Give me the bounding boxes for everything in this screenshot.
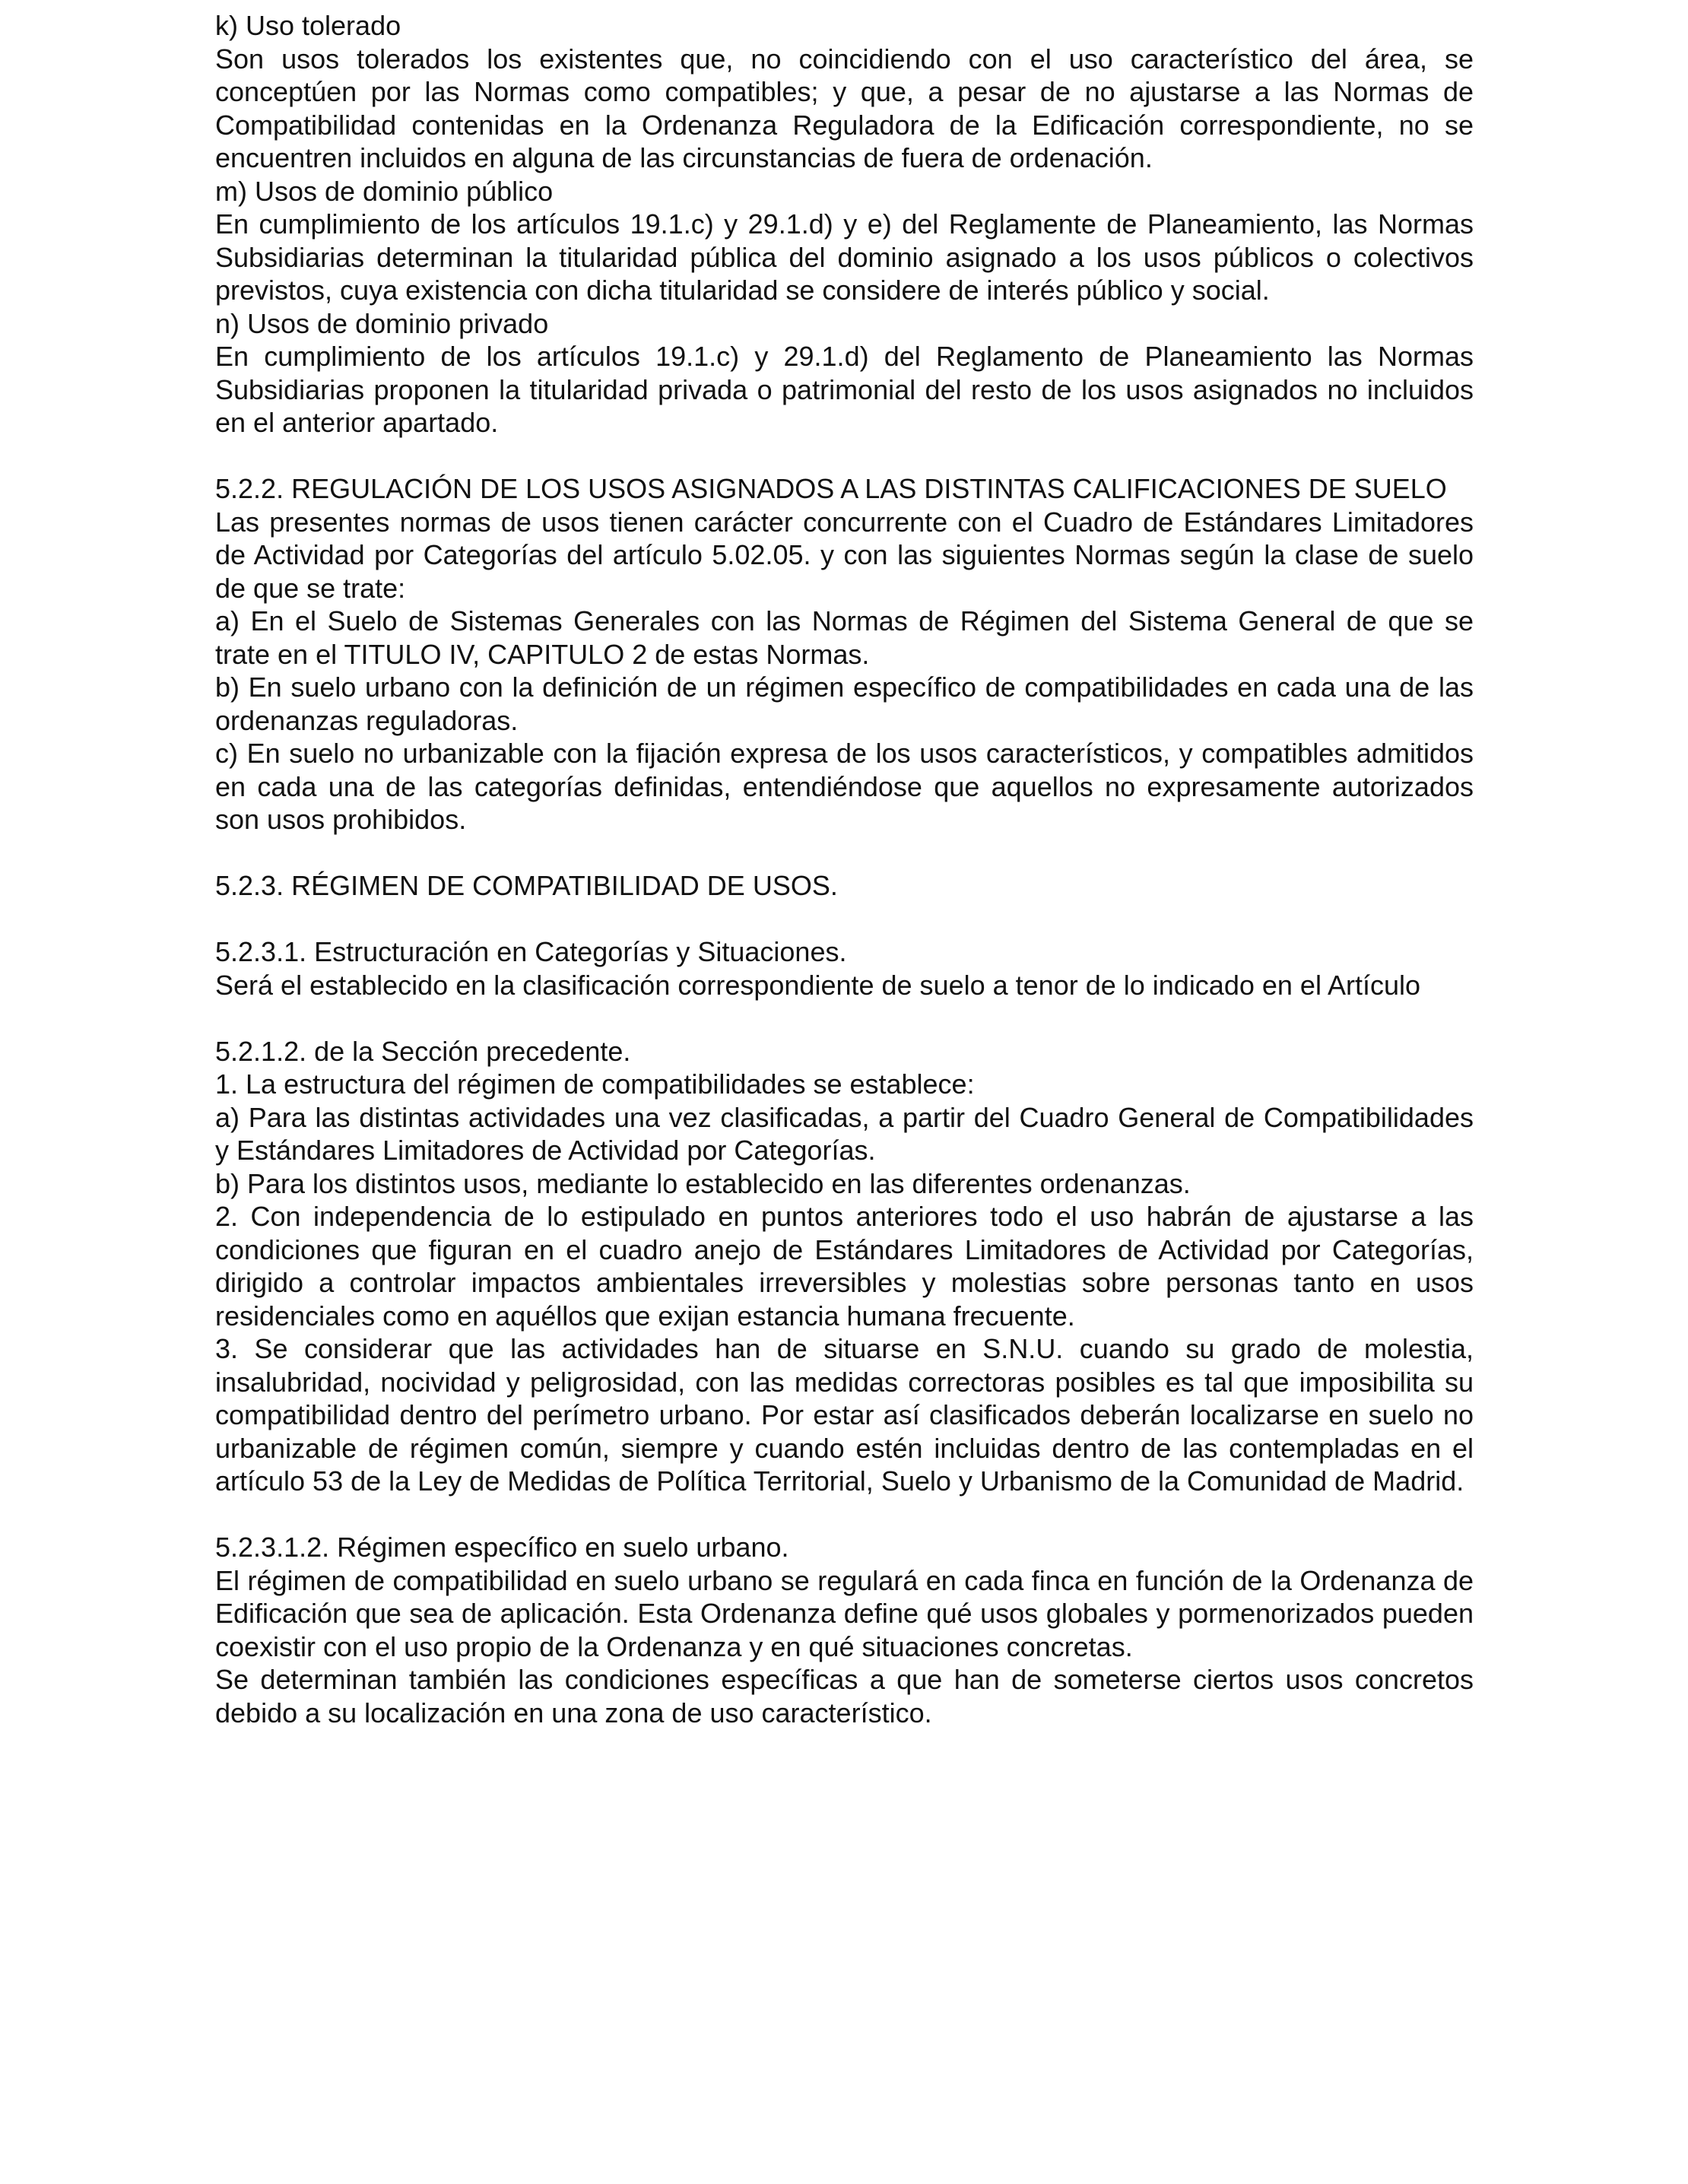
section-heading-5-2-3-1-2: 5.2.3.1.2. Régimen específico en suelo urbano. — [215, 1532, 789, 1563]
paragraph-5-2-3-1-2-first: El régimen de compatibilidad en suelo urbano se regulará en cada finca en función de la Ordenanza de Edificación que sea de aplicación. Esta Ordenanza define qué usos globales y pormenorizados pueden coexistir con el uso propio de la Ordenanza y en qué situaciones concretas. — [215, 1564, 1474, 1662]
heading-dominio-publico: m) Usos de dominio público — [215, 175, 554, 207]
spacer — [215, 1498, 1474, 1532]
paragraph-dominio-publico: En cumplimiento de los artículos 19.1.c) y 29.1.d) y e) del Reglamente de Planeamiento, las Normas Subsidiarias determinan la titularidad pública del dominio asignado a los usos públicos o colectivos previstos, cuya existencia con dicha titularidad se considere de interés público y social. — [215, 208, 1474, 306]
list-item-1-b: b) Para los distintos usos, mediante lo establecido en las diferentes ordenanzas. — [215, 1167, 1191, 1199]
heading-uso-tolerado: k) Uso tolerado — [215, 10, 401, 41]
paragraph-uso-tolerado: Son usos tolerados los existentes que, no coincidiendo con el uso característico del área, se conceptúen por las Normas como compatibles; y que, a pesar de no ajustarse a las Normas de Compatibilidad contenidas en la Ordenanza Reguladora de la Edificación correspondiente, no se encuentren incluidos en alguna de las circunstancias de fuera de ordenación. — [215, 43, 1474, 173]
section-heading-5-2-2: 5.2.2. REGULACIÓN DE LOS USOS ASIGNADOS A LAS DISTINTAS CALIFICACIONES DE SUELO — [215, 473, 1447, 504]
document-page — [215, 9, 1474, 1729]
paragraph-dominio-privado: En cumplimiento de los artículos 19.1.c) y 29.1.d) del Reglamento de Planeamiento las Normas Subsidiarias proponen la titularidad privada o patrimonial del resto de los usos asignados no incluidos en el anterior apartado. — [215, 341, 1474, 438]
spacer — [215, 1002, 1474, 1035]
paragraph-5-2-3-1: Será el establecido en la clasificación correspondiente de suelo a tenor de lo indicado en el Artículo — [215, 969, 1421, 1001]
paragraph-5-2-1-2-reference: 5.2.1.2. de la Sección precedente. — [215, 1035, 631, 1067]
section-heading-5-2-3-1: 5.2.3.1. Estructuración en Categorías y Situaciones. — [215, 936, 847, 967]
section-heading-5-2-3: 5.2.3. RÉGIMEN DE COMPATIBILIDAD DE USOS. — [215, 870, 838, 901]
paragraph-5-2-2-intro: Las presentes normas de usos tienen carácter concurrente con el Cuadro de Estándares Limitadores de Actividad por Categorías del artículo 5.02.05. y con las siguientes Normas según la clase de suelo de que se trate: — [215, 506, 1474, 604]
paragraph-5-2-2-a: a) En el Suelo de Sistemas Generales con las Normas de Régimen del Sistema General de que se trate en el TITULO IV, CAPITULO 2 de estas Normas. — [215, 605, 1474, 670]
list-item-1: 1. La estructura del régimen de compatibilidades se establece: — [215, 1068, 975, 1100]
list-item-2: 2. Con independencia de lo estipulado en puntos anteriores todo el uso habrán de ajustarse a las condiciones que figuran en el cuadro anejo de Estándares Limitadores de Actividad por Categorías, dirigido a controlar impactos ambientales irreversibles y molestias sobre personas tanto en usos residenciales como en aquéllos que exijan estancia humana frecuente. — [215, 1201, 1474, 1332]
paragraph-5-2-2-c: c) En suelo no urbanizable con la fijación expresa de los usos característicos, y compatibles admitidos en cada una de las categorías definidas, entendiéndose que aquellos no expresamente autorizados son usos prohibidos. — [215, 738, 1474, 835]
spacer — [215, 903, 1474, 936]
list-item-3: 3. Se considerar que las actividades han de situarse en S.N.U. cuando su grado de molestia, insalubridad, nocividad y peligrosidad, con las medidas correctoras posibles es tal que imposibilita su compatibilidad dentro del perímetro urbano. Por estar así clasificados deberán localizarse en suelo no urbanizable de régimen común, siempre y cuando estén incluidas dentro de las contempladas en el artículo 53 de la Ley de Medidas de Política Territorial, Suelo y Urbanismo de la Comunidad de Madrid. — [215, 1333, 1474, 1497]
heading-dominio-privado: n) Usos de dominio privado — [215, 307, 549, 339]
spacer — [215, 836, 1474, 870]
spacer — [215, 440, 1474, 473]
paragraph-5-2-3-1-2-second: Se determinan también las condiciones específicas a que han de someterse ciertos usos concretos debido a su localización en una zona de uso característico. — [215, 1664, 1474, 1728]
paragraph-5-2-2-b: b) En suelo urbano con la definición de un régimen específico de compatibilidades en cada una de las ordenanzas reguladoras. — [215, 671, 1474, 736]
list-item-1-a: a) Para las distintas actividades una vez clasificadas, a partir del Cuadro General de Compatibilidades y Estándares Limitadores de Actividad por Categorías. — [215, 1101, 1474, 1166]
